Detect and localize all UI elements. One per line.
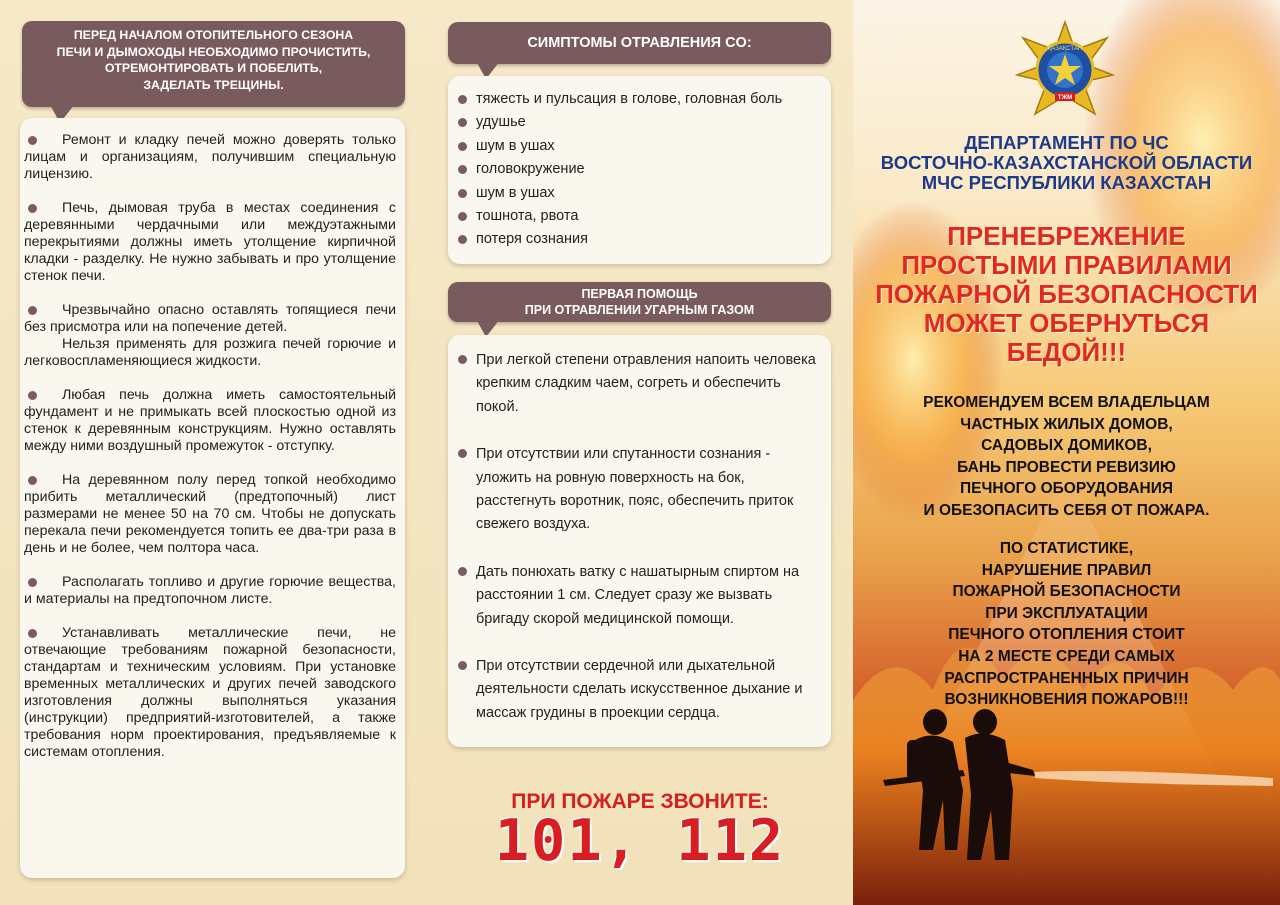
symptoms-header-bubble: СИМПТОМЫ ОТРАВЛЕНИЯ CO:	[448, 22, 831, 64]
list-item: шум в ушах	[458, 182, 823, 205]
recommend-line: ПЕЧНОГО ОБОРУДОВАНИЯ	[960, 480, 1173, 498]
left-header-line: ПЕЧИ И ДЫМОХОДЫ НЕОБХОДИМО ПРОЧИСТИТЬ,	[56, 44, 371, 59]
stats-line: НА 2 МЕСТЕ СРЕДИ САМЫХ	[958, 647, 1175, 665]
left-header-line: ЗАДЕЛАТЬ ТРЕЩИНЫ.	[143, 77, 284, 92]
bullet-icon	[28, 391, 37, 400]
first-aid-list	[458, 349, 823, 725]
emblem-bottom-text: ТЖМ	[1057, 95, 1073, 101]
bullet-icon	[458, 189, 467, 198]
stats-line: ПО СТАТИСТИКЕ,	[999, 540, 1134, 557]
stats-line: РАСПРОСТРАНЕННЫХ ПРИЧИН	[944, 669, 1189, 687]
stats-line: ПРИ ЭКСПЛУАТАЦИИ	[985, 604, 1148, 622]
stats-line: ПОЖАРНОЙ БЕЗОПАСНОСТИ	[952, 583, 1181, 601]
bullet-icon	[28, 578, 37, 587]
first-aid-header-bubble	[448, 282, 831, 322]
department-line: ДЕПАРТАМЕНТ ПО ЧС	[964, 132, 1169, 153]
bullet-icon	[28, 204, 37, 213]
bullet-icon	[28, 306, 37, 315]
recommend-line: ЧАСТНЫХ ЖИЛЫХ ДОМОВ,	[960, 415, 1173, 433]
list-item: При отсутствии или спутанности сознания - уложить на ровную поверхность на бок, расстегнуть воротник, пояс, обеспечить приток свежего воздуха.	[458, 443, 823, 537]
bullet-icon	[28, 629, 37, 638]
department-line: МЧС РЕСПУБЛИКИ КАЗАХСТАН	[921, 172, 1212, 193]
list-item: Печь, дымовая труба в местах соединения с деревянными чердачными или междуэтажными перекрытиями должны иметь утолщение кирпичной кладки - разделку. Не нужно забывать и про утолщение стенок печи.	[24, 200, 396, 284]
left-rules-list	[24, 132, 396, 761]
warning-line: ПРОСТЫМИ ПРАВИЛАМИ	[901, 250, 1232, 280]
first-aid-header-line: ПРИ ОТРАВЛЕНИИ УГАРНЫМ ГАЗОМ	[524, 303, 755, 317]
warning-line: МОЖЕТ ОБЕРНУТЬСЯ	[923, 308, 1210, 338]
warning-line: ПРЕНЕБРЕЖЕНИЕ	[947, 221, 1186, 251]
left-rules-card	[20, 118, 405, 878]
stats-line: ВОЗНИКНОВЕНИЯ ПОЖАРОВ!!!	[944, 691, 1189, 709]
emergency-call-text: ПРИ ПОЖАРЕ ЗВОНИТЕ:	[511, 790, 769, 813]
recommend-line: САДОВЫХ ДОМИКОВ,	[981, 437, 1152, 455]
mchs-emblem-logo	[1015, 20, 1115, 120]
bullet-icon	[28, 476, 37, 485]
left-header-bubble	[22, 21, 405, 107]
list-item: Располагать топливо и другие горючие вещества, и материалы на предтопочном листе.	[24, 574, 396, 607]
bullet-icon	[458, 142, 467, 151]
bullet-icon	[458, 355, 467, 364]
list-item: тошнота, рвота	[458, 205, 823, 228]
stats-line: НАРУШЕНИЕ ПРАВИЛ	[981, 561, 1152, 579]
warning-line: ПОЖАРНОЙ БЕЗОПАСНОСТИ	[875, 279, 1258, 309]
first-aid-card	[448, 335, 831, 747]
department-title	[853, 133, 1280, 193]
bullet-icon	[458, 661, 467, 670]
department-line: ВОСТОЧНО-КАЗАХСТАНСКОЙ ОБЛАСТИ	[880, 152, 1253, 173]
list-item: головокружение	[458, 158, 823, 181]
symptoms-list	[458, 88, 823, 252]
bullet-icon	[458, 118, 467, 127]
emergency-numbers: 101, 112	[494, 808, 786, 874]
stats-line: ПЕЧНОГО ОТОПЛЕНИЯ СТОИТ	[948, 626, 1185, 644]
list-item: На деревянном полу перед топкой необходимо прибить металлический (предтопочный) лист размерами не менее 50 на 70 см. Чтобы не допускать перекала печи рекомендуется топить ее два-три раза в день и не более, чем полтора часа.	[24, 472, 396, 556]
list-item: При легкой степени отравления напоить человека крепким сладким чаем, согреть и обеспечить покой.	[458, 349, 823, 419]
recommend-line: И ОБЕЗОПАСИТЬ СЕБЯ ОТ ПОЖАРА.	[923, 501, 1210, 519]
list-item: удушье	[458, 111, 823, 134]
bullet-icon	[458, 235, 467, 244]
bullet-icon	[458, 95, 467, 104]
warning-line: БЕДОЙ!!!	[1006, 337, 1127, 367]
recommend-line: БАНЬ ПРОВЕСТИ РЕВИЗИЮ	[957, 458, 1176, 476]
left-header-line: ПЕРЕД НАЧАЛОМ ОТОПИТЕЛЬНОГО СЕЗОНА	[73, 28, 354, 42]
list-item: При отсутствии сердечной или дыхательной деятельности сделать искусственное дыхание и массаж грудины в проекции сердца.	[458, 655, 823, 725]
recommendation-text	[853, 392, 1280, 522]
list-item: шум в ушах	[458, 135, 823, 158]
list-item: Устанавливать металлические печи, не отвечающие требованиям пожарной безопасности, стандартам и техническим условиям. При установке временных металлических и других печей заводского изготовления должны выполняться указания (инструкции) предприятий-изготовителей, а также требования норм проектирования, предъявляемые к системам отопления.	[24, 625, 396, 760]
bullet-icon	[458, 567, 467, 576]
recommend-line: РЕКОМЕНДУЕМ ВСЕМ ВЛАДЕЛЬЦАМ	[923, 394, 1210, 411]
bullet-icon	[458, 165, 467, 174]
warning-heading	[853, 222, 1280, 367]
list-item: Ремонт и кладку печей можно доверять только лицам и организациям, получившим специальную лицензию.	[24, 132, 396, 182]
list-item: Чрезвычайно опасно оставлять топящиеся печи без присмотра или на попечение детей.	[24, 302, 396, 335]
bullet-icon	[458, 449, 467, 458]
emblem-text: ҚАЗАҚСТАН	[1047, 46, 1083, 52]
bullet-icon	[458, 212, 467, 221]
bullet-icon	[28, 136, 37, 145]
list-item: потеря сознания	[458, 228, 823, 251]
list-item: Любая печь должна иметь самостоятельный фундамент и не примыкать всей плоскостью одной из стенок к деревянным конструкциям. Нужно оставлять между ними воздушный промежуток - отступку.	[24, 387, 396, 454]
symptoms-card	[448, 76, 831, 264]
list-item: тяжесть и пульсация в голове, головная боль	[458, 88, 823, 111]
left-header-line: ОТРЕМОНТИРОВАТЬ И ПОБЕЛИТЬ,	[104, 61, 323, 75]
statistics-text	[853, 538, 1280, 711]
first-aid-header-line: ПЕРВАЯ ПОМОЩЬ	[581, 287, 698, 301]
list-item-continuation: Нельзя применять для розжига печей горючие и легковоспламеняющиеся жидкости.	[24, 336, 396, 369]
list-item: Дать понюхать ватку с нашатырным спиртом на расстоянии 1 см. Следует сразу же вызвать бригаду скорой медицинской помощи.	[458, 561, 823, 631]
